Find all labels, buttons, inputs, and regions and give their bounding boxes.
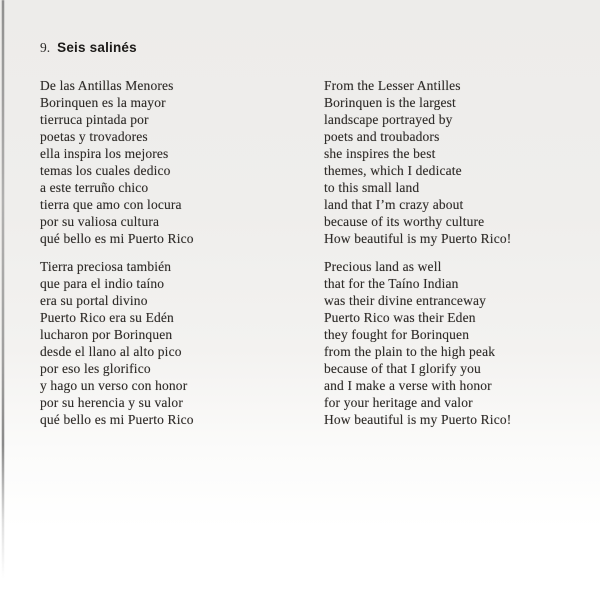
lyric-line: Borinquen es la mayor xyxy=(40,95,166,110)
english-lyrics-column xyxy=(324,77,585,439)
lyric-line: lucharon por Borinquen xyxy=(40,327,173,342)
english-stanza-2 xyxy=(324,258,585,428)
lyric-line: themes, which I dedicate xyxy=(324,163,462,178)
spanish-stanza-2 xyxy=(40,258,324,428)
lyric-line: and I make a verse with honor xyxy=(324,378,492,393)
lyric-line: they fought for Borinquen xyxy=(324,327,470,342)
lyric-line: qué bello es mi Puerto Rico xyxy=(40,412,194,427)
lyric-line: a este terruño chico xyxy=(40,180,149,195)
lyric-line: landscape portrayed by xyxy=(324,112,453,127)
lyric-line: Tierra preciosa también xyxy=(40,259,172,274)
english-stanza-1 xyxy=(324,77,585,247)
lyric-line: desde el llano al alto pico xyxy=(40,344,182,359)
lyric-line: she inspires the best xyxy=(324,146,436,161)
lyric-line: Puerto Rico was their Eden xyxy=(324,310,476,325)
lyric-line: to this small land xyxy=(324,180,420,195)
spanish-lyrics-column xyxy=(40,77,324,439)
lyric-line: was their divine entranceway xyxy=(324,293,487,308)
lyric-line: Borinquen is the largest xyxy=(324,95,456,110)
scan-edge-shadow xyxy=(2,0,4,578)
lyric-line: land that I’m crazy about xyxy=(324,197,464,212)
lyric-line: that for the Taíno Indian xyxy=(324,276,459,291)
lyric-line: que para el indio taíno xyxy=(40,276,165,291)
lyric-line: because of its worthy culture xyxy=(324,214,485,229)
lyric-line: Puerto Rico era su Edén xyxy=(40,310,174,325)
lyric-line: because of that I glorify you xyxy=(324,361,481,376)
lyric-line: ella inspira los mejores xyxy=(40,146,169,161)
spanish-stanza-1 xyxy=(40,77,324,247)
lyric-line: tierruca pintada por xyxy=(40,112,149,127)
lyric-line: from the plain to the high peak xyxy=(324,344,496,359)
lyric-line: poets and troubadors xyxy=(324,129,440,144)
lyric-line: era su portal divino xyxy=(40,293,148,308)
lyric-line: por su herencia y su valor xyxy=(40,395,183,410)
lyric-line: How beautiful is my Puerto Rico! xyxy=(324,412,512,427)
song-title-text: Seis salinés xyxy=(57,40,137,55)
lyric-line: por su valiosa cultura xyxy=(40,214,160,229)
lyric-line: por eso les glorifico xyxy=(40,361,151,376)
lyric-line: tierra que amo con locura xyxy=(40,197,182,212)
lyric-line: qué bello es mi Puerto Rico xyxy=(40,231,194,246)
track-number: 9. xyxy=(40,40,51,55)
lyric-line: How beautiful is my Puerto Rico! xyxy=(324,231,512,246)
lyric-line: poetas y trovadores xyxy=(40,129,148,144)
song-title xyxy=(40,40,585,57)
lyric-line: for your heritage and valor xyxy=(324,395,473,410)
page-content xyxy=(40,40,585,439)
lyric-line: De las Antillas Menores xyxy=(40,78,174,93)
lyric-line: y hago un verso con honor xyxy=(40,378,188,393)
lyric-line: Precious land as well xyxy=(324,259,442,274)
lyric-line: From the Lesser Antilles xyxy=(324,78,461,93)
lyric-line: temas los cuales dedico xyxy=(40,163,171,178)
lyrics-columns xyxy=(40,77,585,439)
